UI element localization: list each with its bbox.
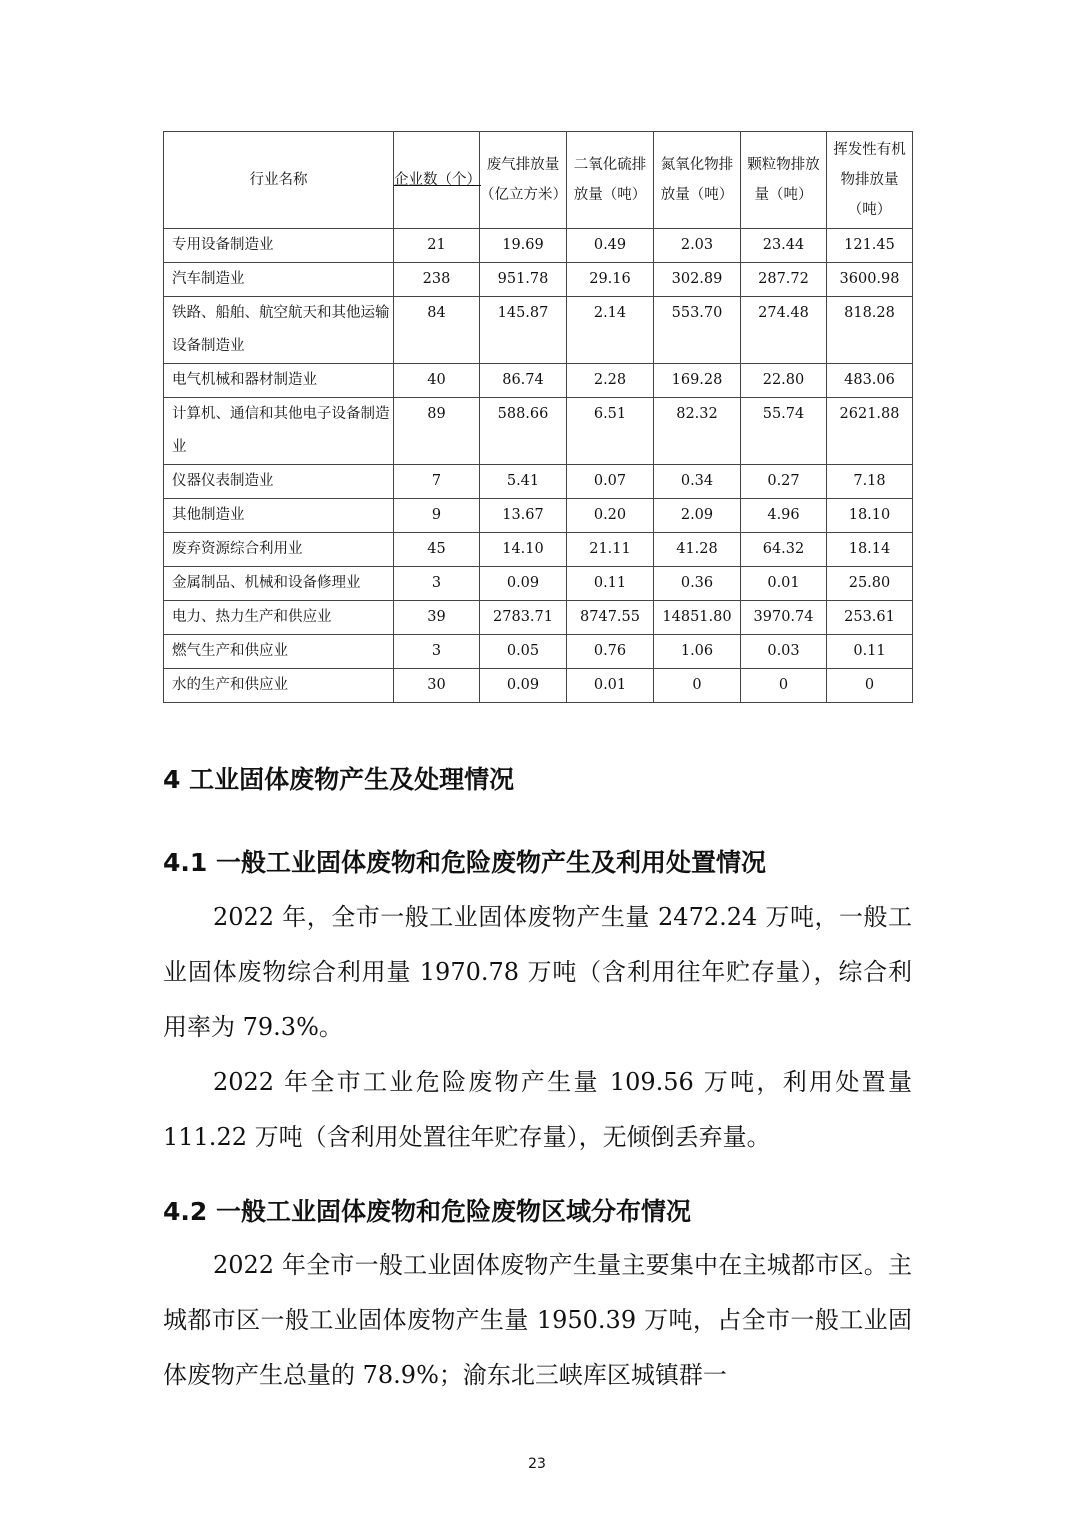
section-4-1-paragraph-1: 2022 年，全市一般工业固体废物产生量 2472.24 万吨，一般工业固体废物综合利用量 1970.78 万吨（含利用往年贮存量），综合利用率为 79.3%。	[163, 903, 912, 1041]
value-cell: 0.27	[741, 465, 827, 499]
section-4-2-heading: 4.2 一般工业固体废物和危险废物区域分布情况	[163, 1197, 691, 1226]
value-cell: 287.72	[741, 263, 827, 297]
value-cell: 0.05	[480, 635, 567, 669]
value-cell: 6.51	[567, 398, 654, 465]
table-row	[164, 499, 913, 533]
value-cell: 0	[827, 669, 913, 703]
value-cell: 253.61	[827, 601, 913, 635]
value-cell: 82.32	[654, 398, 741, 465]
value-cell: 55.74	[741, 398, 827, 465]
table-header-row	[164, 132, 913, 229]
value-cell: 41.28	[654, 533, 741, 567]
value-cell: 14851.80	[654, 601, 741, 635]
value-cell: 3600.98	[827, 263, 913, 297]
table-row	[164, 465, 913, 499]
value-cell: 22.80	[741, 364, 827, 398]
industry-name-cell: 专用设备制造业	[164, 229, 394, 263]
value-cell: 0.49	[567, 229, 654, 263]
industry-name-cell: 电力、热力生产和供应业	[164, 601, 394, 635]
value-cell: 29.16	[567, 263, 654, 297]
header-enterprise-count: 企业数（个）	[394, 132, 480, 229]
value-cell: 14.10	[480, 533, 567, 567]
value-cell: 238	[394, 263, 480, 297]
industry-name-cell: 计算机、通信和其他电子设备制造业	[164, 398, 394, 465]
value-cell: 121.45	[827, 229, 913, 263]
value-cell: 0.01	[567, 669, 654, 703]
value-cell: 21.11	[567, 533, 654, 567]
value-cell: 145.87	[480, 297, 567, 364]
value-cell: 45	[394, 533, 480, 567]
value-cell: 0.34	[654, 465, 741, 499]
table-row	[164, 669, 913, 703]
industry-name-cell: 铁路、船舶、航空航天和其他运输设备制造业	[164, 297, 394, 364]
value-cell: 9	[394, 499, 480, 533]
value-cell: 86.74	[480, 364, 567, 398]
value-cell: 2621.88	[827, 398, 913, 465]
value-cell: 30	[394, 669, 480, 703]
value-cell: 21	[394, 229, 480, 263]
value-cell: 1.06	[654, 635, 741, 669]
value-cell: 169.28	[654, 364, 741, 398]
page-number: 23	[528, 1456, 546, 1472]
value-cell: 25.80	[827, 567, 913, 601]
value-cell: 64.32	[741, 533, 827, 567]
value-cell: 39	[394, 601, 480, 635]
value-cell: 0.76	[567, 635, 654, 669]
value-cell: 3970.74	[741, 601, 827, 635]
value-cell: 23.44	[741, 229, 827, 263]
value-cell: 483.06	[827, 364, 913, 398]
value-cell: 3	[394, 567, 480, 601]
value-cell: 18.10	[827, 499, 913, 533]
value-cell: 2.28	[567, 364, 654, 398]
value-cell: 2.03	[654, 229, 741, 263]
section-4-1-heading: 4.1 一般工业固体废物和危险废物产生及利用处置情况	[163, 848, 766, 877]
value-cell: 0.09	[480, 567, 567, 601]
value-cell: 7	[394, 465, 480, 499]
section-4-heading: 4 工业固体废物产生及处理情况	[163, 765, 515, 794]
value-cell: 2783.71	[480, 601, 567, 635]
industry-name-cell: 汽车制造业	[164, 263, 394, 297]
header-nitrogen-oxides: 氮氧化物排放量（吨）	[654, 132, 741, 229]
value-cell: 89	[394, 398, 480, 465]
value-cell: 274.48	[741, 297, 827, 364]
value-cell: 13.67	[480, 499, 567, 533]
value-cell: 951.78	[480, 263, 567, 297]
value-cell: 84	[394, 297, 480, 364]
value-cell: 0.01	[741, 567, 827, 601]
industry-name-cell: 其他制造业	[164, 499, 394, 533]
header-waste-gas: 废气排放量（亿立方米）	[480, 132, 567, 229]
value-cell: 18.14	[827, 533, 913, 567]
value-cell: 40	[394, 364, 480, 398]
industry-name-cell: 燃气生产和供应业	[164, 635, 394, 669]
value-cell: 4.96	[741, 499, 827, 533]
value-cell: 553.70	[654, 297, 741, 364]
table-row	[164, 229, 913, 263]
value-cell: 302.89	[654, 263, 741, 297]
value-cell: 0.03	[741, 635, 827, 669]
value-cell: 8747.55	[567, 601, 654, 635]
table-row	[164, 398, 913, 465]
value-cell: 5.41	[480, 465, 567, 499]
value-cell: 818.28	[827, 297, 913, 364]
section-4-1-paragraph-2: 2022 年全市工业危险废物产生量 109.56 万吨，利用处置量 111.22 万吨（含利用处置往年贮存量），无倾倒丢弃量。	[163, 1068, 912, 1151]
value-cell: 2.09	[654, 499, 741, 533]
value-cell: 0.20	[567, 499, 654, 533]
value-cell: 588.66	[480, 398, 567, 465]
value-cell: 3	[394, 635, 480, 669]
header-sulfur-dioxide: 二氧化硫排放量（吨）	[567, 132, 654, 229]
industry-name-cell: 废弃资源综合利用业	[164, 533, 394, 567]
value-cell: 0.09	[480, 669, 567, 703]
value-cell: 0.11	[567, 567, 654, 601]
table-row	[164, 263, 913, 297]
table-row	[164, 364, 913, 398]
value-cell: 0.07	[567, 465, 654, 499]
section-4-2-paragraph-1: 2022 年全市一般工业固体废物产生量主要集中在主城都市区。主城都市区一般工业固体废物产生量 1950.39 万吨，占全市一般工业固体废物产生总量的 78.9%；渝东北三峡库区城镇群一	[163, 1251, 912, 1389]
table-row	[164, 567, 913, 601]
value-cell: 19.69	[480, 229, 567, 263]
table-row	[164, 601, 913, 635]
value-cell: 0.36	[654, 567, 741, 601]
header-particulate-matter: 颗粒物排放量（吨）	[741, 132, 827, 229]
table-row	[164, 533, 913, 567]
value-cell: 0.11	[827, 635, 913, 669]
value-cell: 0	[741, 669, 827, 703]
header-industry-name: 行业名称	[164, 132, 394, 229]
value-cell: 7.18	[827, 465, 913, 499]
industry-name-cell: 金属制品、机械和设备修理业	[164, 567, 394, 601]
industry-name-cell: 电气机械和器材制造业	[164, 364, 394, 398]
value-cell: 0	[654, 669, 741, 703]
industry-name-cell: 水的生产和供应业	[164, 669, 394, 703]
emissions-table	[163, 131, 913, 703]
industry-name-cell: 仪器仪表制造业	[164, 465, 394, 499]
header-vocs: 挥发性有机物排放量（吨）	[827, 132, 913, 229]
table-body	[164, 229, 913, 703]
table-row	[164, 635, 913, 669]
value-cell: 2.14	[567, 297, 654, 364]
table-row	[164, 297, 913, 364]
